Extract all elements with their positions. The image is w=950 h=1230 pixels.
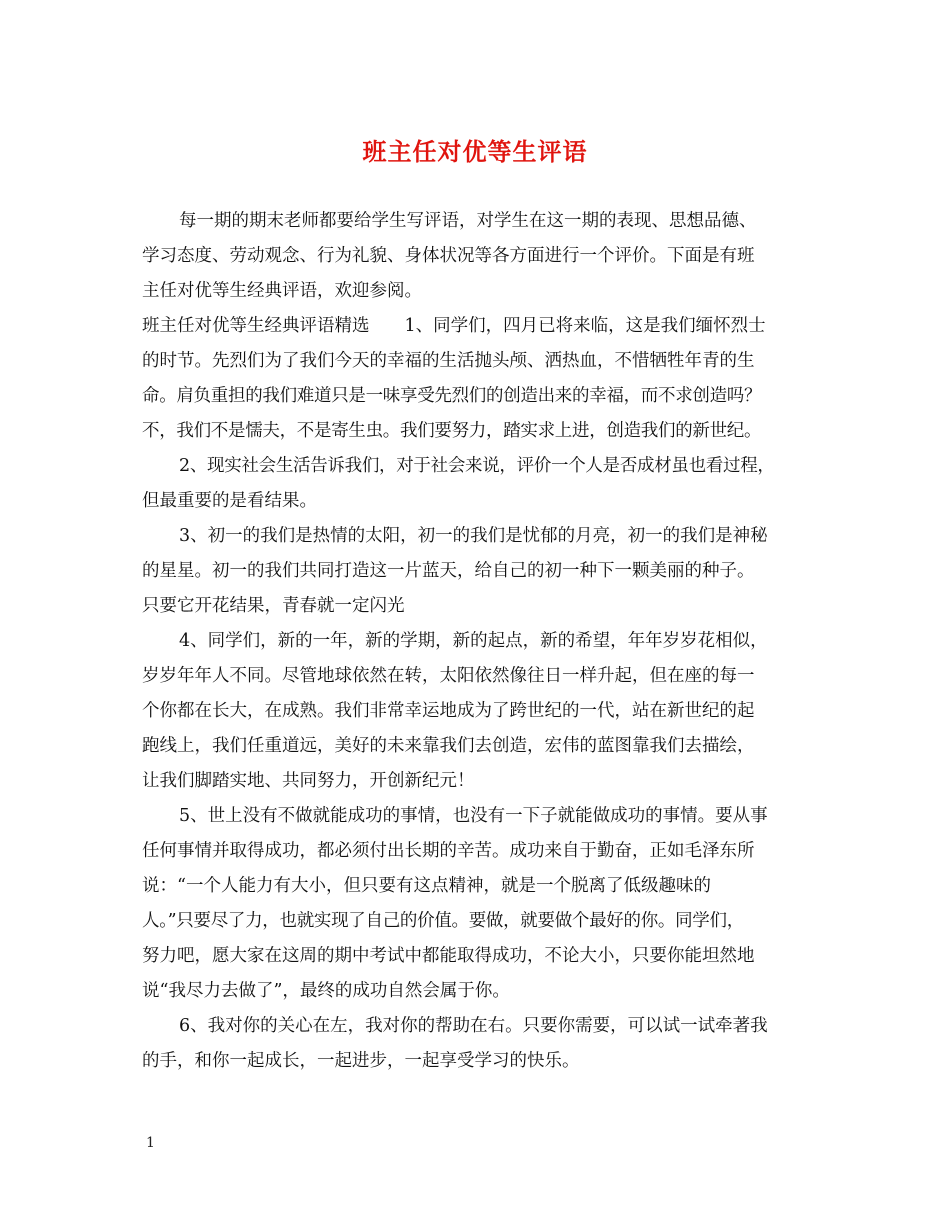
paragraph-line: 班主任对优等生经典评语精选 1、同学们，四月已将来临，这是我们缅怀烈士 xyxy=(142,316,766,336)
paragraph-line: 每一期的期末老师都要给学生写评语，对学生在这一期的表现、思想品德、 xyxy=(179,211,757,231)
paragraph-line: 不，我们不是懦夫，不是寄生虫。我们要努力，踏实求上进，创造我们的新世纪。 xyxy=(142,421,762,441)
paragraph-line: 4、同学们，新的一年，新的学期，新的起点，新的希望，年年岁岁花相似， xyxy=(179,631,768,651)
paragraph-line: 个你都在长大，在成熟。我们非常幸运地成为了跨世纪的一代，站在新世纪的起 xyxy=(142,701,755,721)
document-body xyxy=(142,204,820,1079)
paragraph-line: 岁岁年年人不同。尽管地球依然在转，太阳依然像往日一样升起，但在座的每一 xyxy=(142,666,755,686)
paragraph-line: 主任对优等生经典评语，欢迎参阅。 xyxy=(142,281,422,301)
paragraph-line: 的时节。先烈们为了我们今天的幸福的生活抛头颅、洒热血，不惜牺牲年青的生 xyxy=(142,351,755,371)
paragraph-line: 人。”只要尽了力，也就实现了自己的价值。要做，就要做个最好的你。同学们， xyxy=(142,911,744,931)
paragraph-line: 努力吧，愿大家在这周的期中考试中都能取得成功，不论大小，只要你能坦然地 xyxy=(142,946,755,966)
paragraph-line: 6、我对你的关心在左，我对你的帮助在右。只要你需要，可以试一试牵著我 xyxy=(179,1016,768,1036)
paragraph-line: 任何事情并取得成功，都必须付出长期的辛苦。成功来自于勤奋，正如毛泽东所 xyxy=(142,841,755,861)
paragraph-line: 的手，和你一起成长，一起进步，一起享受学习的快乐。 xyxy=(142,1051,580,1071)
paragraph-line: 只要它开花结果，青春就一定闪光 xyxy=(142,596,405,616)
paragraph-line: 3、初一的我们是热情的太阳，初一的我们是忧郁的月亮，初一的我们是神秘 xyxy=(179,526,768,546)
paragraph-line: 说：“一个人能力有大小，但只要有这点精神，就是一个脱离了低级趣味的 xyxy=(142,876,711,896)
paragraph-line: 但最重要的是看结果。 xyxy=(142,491,317,511)
paragraph-line: 跑线上，我们任重道远，美好的未来靠我们去创造，宏伟的蓝图靠我们去描绘， xyxy=(142,736,755,756)
document-title: 班主任对优等生评语 xyxy=(362,137,588,166)
paragraph-line: 的星星。初一的我们共同打造这一片蓝天，给自己的初一种下一颗美丽的种子。 xyxy=(142,561,755,581)
paragraph-line: 5、世上没有不做就能成功的事情，也没有一下子就能做成功的事情。要从事 xyxy=(179,806,768,826)
paragraph-line: 让我们脚踏实地、共同努力，开创新纪元！ xyxy=(142,771,475,791)
paragraph-line: 说“我尽力去做了”，最终的成功自然会属于你。 xyxy=(142,981,510,1001)
paragraph-line: 2、现实社会生活告诉我们，对于社会来说，评价一个人是否成材虽也看过程， xyxy=(179,456,775,476)
page-number: 1 xyxy=(146,1135,155,1151)
paragraph-line: 学习态度、劳动观念、行为礼貌、身体状况等各方面进行一个评价。下面是有班 xyxy=(142,246,755,266)
paragraph-line: 命。肩负重担的我们难道只是一味享受先烈们的创造出来的幸福，而不求创造吗？ xyxy=(142,386,762,406)
